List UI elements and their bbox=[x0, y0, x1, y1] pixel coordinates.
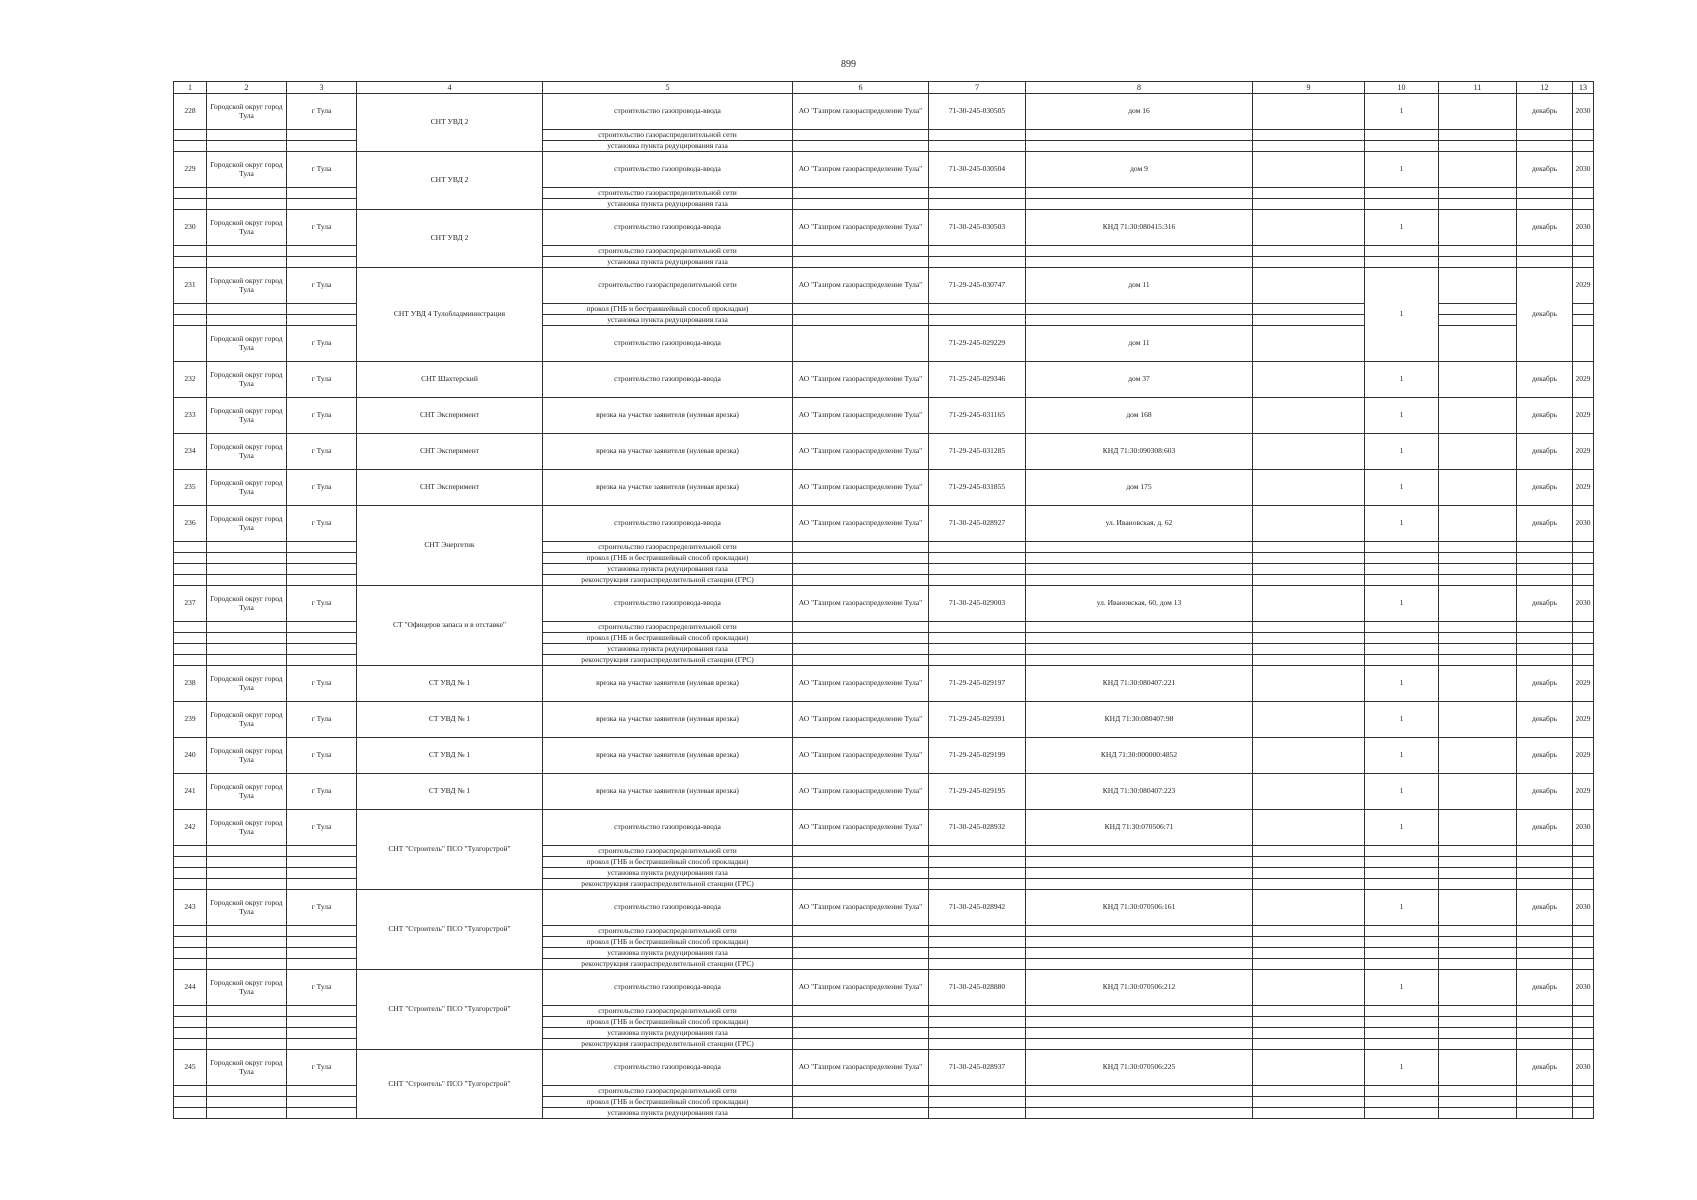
table-row bbox=[174, 152, 1594, 188]
work-cell: прокол (ГНБ и бестраншейный способ прокладки) bbox=[543, 937, 793, 948]
table-row bbox=[174, 210, 1594, 246]
district-cell: Городской округ город Тула bbox=[207, 326, 287, 362]
work-cell: строительство газопровода-ввода bbox=[543, 970, 793, 1006]
object-cell: СТ УВД № 1 bbox=[357, 702, 543, 738]
row-number: 232 bbox=[174, 362, 207, 398]
col-header: 13 bbox=[1573, 82, 1594, 94]
city-cell: г Тула bbox=[287, 774, 357, 810]
work-cell: строительство газораспределительной сети bbox=[543, 622, 793, 633]
code-cell: 71-29-245-030747 bbox=[929, 268, 1026, 304]
qty-cell: 1 bbox=[1365, 470, 1439, 506]
work-cell: строительство газораспределительной сети bbox=[543, 926, 793, 937]
page-number: 899 bbox=[841, 59, 856, 70]
row-number: 242 bbox=[174, 810, 207, 846]
object-cell: СТ "Офицеров запаса и в отставке" bbox=[357, 586, 543, 666]
year-cell: 2030 bbox=[1573, 970, 1594, 1006]
code-cell: 71-29-245-029195 bbox=[929, 774, 1026, 810]
city-cell: г Тула bbox=[287, 890, 357, 926]
code-cell: 71-30-245-030504 bbox=[929, 152, 1026, 188]
month-cell: декабрь bbox=[1517, 398, 1573, 434]
gasification-table bbox=[173, 81, 1594, 1119]
district-cell: Городской округ город Тула bbox=[207, 970, 287, 1006]
code-cell: 71-30-245-028880 bbox=[929, 970, 1026, 1006]
table-row bbox=[174, 362, 1594, 398]
qty-cell: 1 bbox=[1365, 94, 1439, 130]
table-row bbox=[174, 702, 1594, 738]
code-cell: 71-30-245-030505 bbox=[929, 94, 1026, 130]
operator-cell: АО "Газпром газораспределение Тула" bbox=[793, 362, 929, 398]
address-cell: КНД 71:30:000000:4852 bbox=[1026, 738, 1253, 774]
district-cell: Городской округ город Тула bbox=[207, 738, 287, 774]
object-cell: СНТ Шахтерский bbox=[357, 362, 543, 398]
work-cell: прокол (ГНБ и бестраншейный способ прокладки) bbox=[543, 857, 793, 868]
qty-cell: 1 bbox=[1365, 152, 1439, 188]
district-cell: Городской округ город Тула bbox=[207, 362, 287, 398]
object-cell: СНТ УВД 2 bbox=[357, 210, 543, 268]
operator-cell: АО "Газпром газораспределение Тула" bbox=[793, 738, 929, 774]
address-cell: дом 168 bbox=[1026, 398, 1253, 434]
work-cell: врезка на участке заявителя (нулевая врезка) bbox=[543, 702, 793, 738]
city-cell: г Тула bbox=[287, 810, 357, 846]
table-row bbox=[174, 666, 1594, 702]
work-cell: строительство газопровода-ввода bbox=[543, 152, 793, 188]
qty-cell: 1 bbox=[1365, 1050, 1439, 1086]
qty-cell: 1 bbox=[1365, 506, 1439, 542]
table-row bbox=[174, 506, 1594, 542]
object-cell: СТ УВД № 1 bbox=[357, 738, 543, 774]
month-cell: декабрь bbox=[1517, 210, 1573, 246]
object-cell: СНТ УВД 4 Тулобладминистрация bbox=[357, 268, 543, 362]
qty-cell: 1 bbox=[1365, 810, 1439, 846]
address-cell: дом 16 bbox=[1026, 94, 1253, 130]
district-cell: Городской округ город Тула bbox=[207, 210, 287, 246]
code-cell: 71-29-245-031165 bbox=[929, 398, 1026, 434]
work-cell: строительство газопровода-ввода bbox=[543, 890, 793, 926]
work-cell: установка пункта редуцирования газа bbox=[543, 257, 793, 268]
operator-cell: АО "Газпром газораспределение Тула" bbox=[793, 1050, 929, 1086]
year-cell: 2030 bbox=[1573, 152, 1594, 188]
work-cell: установка пункта редуцирования газа bbox=[543, 948, 793, 959]
row-number: 234 bbox=[174, 434, 207, 470]
year-cell: 2029 bbox=[1573, 470, 1594, 506]
work-cell: установка пункта редуцирования газа bbox=[543, 868, 793, 879]
city-cell: г Тула bbox=[287, 152, 357, 188]
work-cell: строительство газопровода-ввода bbox=[543, 362, 793, 398]
address-cell: ул. Ивановская, д. 62 bbox=[1026, 506, 1253, 542]
district-cell: Городской округ город Тула bbox=[207, 398, 287, 434]
operator-cell: АО "Газпром газораспределение Тула" bbox=[793, 890, 929, 926]
code-cell: 71-30-245-028937 bbox=[929, 1050, 1026, 1086]
col-header: 7 bbox=[929, 82, 1026, 94]
city-cell: г Тула bbox=[287, 210, 357, 246]
month-cell: декабрь bbox=[1517, 666, 1573, 702]
code-cell: 71-29-245-031855 bbox=[929, 470, 1026, 506]
month-cell: декабрь bbox=[1517, 152, 1573, 188]
col-header: 10 bbox=[1365, 82, 1439, 94]
col-header: 1 bbox=[174, 82, 207, 94]
qty-cell: 1 bbox=[1365, 398, 1439, 434]
address-cell: КНД 71:30:080407:221 bbox=[1026, 666, 1253, 702]
district-cell: Городской округ город Тула bbox=[207, 1050, 287, 1086]
year-cell: 2029 bbox=[1573, 362, 1594, 398]
year-cell: 2029 bbox=[1573, 666, 1594, 702]
qty-cell: 1 bbox=[1365, 970, 1439, 1006]
operator-cell: АО "Газпром газораспределение Тула" bbox=[793, 470, 929, 506]
work-cell: строительство газораспределительной сети bbox=[543, 1086, 793, 1097]
district-cell: Городской округ город Тула bbox=[207, 94, 287, 130]
district-cell: Городской округ город Тула bbox=[207, 890, 287, 926]
address-cell: дом 37 bbox=[1026, 362, 1253, 398]
object-cell: СТ УВД № 1 bbox=[357, 666, 543, 702]
operator-cell: АО "Газпром газораспределение Тула" bbox=[793, 586, 929, 622]
work-cell: установка пункта редуцирования газа bbox=[543, 315, 793, 326]
row-number: 241 bbox=[174, 774, 207, 810]
district-cell: Городской округ город Тула bbox=[207, 702, 287, 738]
work-cell: прокол (ГНБ и бестраншейный способ прокладки) bbox=[543, 553, 793, 564]
operator-cell: АО "Газпром газораспределение Тула" bbox=[793, 398, 929, 434]
col-header: 12 bbox=[1517, 82, 1573, 94]
code-cell: 71-29-245-029229 bbox=[929, 326, 1026, 362]
work-cell: установка пункта редуцирования газа bbox=[543, 1108, 793, 1119]
row-number: 231 bbox=[174, 268, 207, 304]
month-cell: декабрь bbox=[1517, 738, 1573, 774]
city-cell: г Тула bbox=[287, 506, 357, 542]
work-cell: установка пункта редуцирования газа bbox=[543, 644, 793, 655]
address-cell: ул. Ивановская, 60, дом 13 bbox=[1026, 586, 1253, 622]
month-cell: декабрь bbox=[1517, 362, 1573, 398]
col-header: 6 bbox=[793, 82, 929, 94]
code-cell: 71-30-245-029003 bbox=[929, 586, 1026, 622]
year-cell: 2030 bbox=[1573, 210, 1594, 246]
district-cell: Городской округ город Тула bbox=[207, 810, 287, 846]
work-cell: реконструкция газораспределительной станции (ГРС) bbox=[543, 959, 793, 970]
table-row bbox=[174, 398, 1594, 434]
year-cell: 2029 bbox=[1573, 398, 1594, 434]
month-cell: декабрь bbox=[1517, 586, 1573, 622]
row-number: 229 bbox=[174, 152, 207, 188]
col-header: 11 bbox=[1439, 82, 1517, 94]
code-cell: 71-30-245-030503 bbox=[929, 210, 1026, 246]
year-cell: 2030 bbox=[1573, 810, 1594, 846]
row-number: 233 bbox=[174, 398, 207, 434]
work-cell: реконструкция газораспределительной станции (ГРС) bbox=[543, 1039, 793, 1050]
object-cell: СНТ "Строитель" ПСО "Тулгорстрой" bbox=[357, 890, 543, 970]
address-cell: КНД 71:30:070506:161 bbox=[1026, 890, 1253, 926]
work-cell: прокол (ГНБ и бестраншейный способ прокладки) bbox=[543, 1097, 793, 1108]
object-cell: СНТ Энергетик bbox=[357, 506, 543, 586]
table-row bbox=[174, 1050, 1594, 1086]
work-cell: строительство газораспределительной сети bbox=[543, 188, 793, 199]
operator-cell: АО "Газпром газораспределение Тула" bbox=[793, 702, 929, 738]
qty-cell: 1 bbox=[1365, 890, 1439, 926]
address-cell: дом 11 bbox=[1026, 268, 1253, 304]
month-cell: декабрь bbox=[1517, 434, 1573, 470]
table-row bbox=[174, 810, 1594, 846]
operator-cell: АО "Газпром газораспределение Тула" bbox=[793, 774, 929, 810]
work-cell: строительство газораспределительной сети bbox=[543, 1006, 793, 1017]
code-cell: 71-29-245-031285 bbox=[929, 434, 1026, 470]
row-number: 238 bbox=[174, 666, 207, 702]
month-cell: декабрь bbox=[1517, 1050, 1573, 1086]
table-row bbox=[174, 434, 1594, 470]
object-cell: СНТ "Строитель" ПСО "Тулгорстрой" bbox=[357, 1050, 543, 1119]
qty-cell: 1 bbox=[1365, 702, 1439, 738]
address-cell: дом 11 bbox=[1026, 326, 1253, 362]
year-cell: 2030 bbox=[1573, 94, 1594, 130]
district-cell: Городской округ город Тула bbox=[207, 774, 287, 810]
work-cell: строительство газопровода-ввода bbox=[543, 210, 793, 246]
work-cell: строительство газопровода-ввода bbox=[543, 94, 793, 130]
operator-cell: АО "Газпром газораспределение Тула" bbox=[793, 506, 929, 542]
work-cell: строительство газораспределительной сети bbox=[543, 542, 793, 553]
code-cell: 71-30-245-028942 bbox=[929, 890, 1026, 926]
work-cell: строительство газораспределительной сети bbox=[543, 130, 793, 141]
month-cell: декабрь bbox=[1517, 810, 1573, 846]
month-cell: декабрь bbox=[1517, 94, 1573, 130]
row-number: 237 bbox=[174, 586, 207, 622]
city-cell: г Тула bbox=[287, 666, 357, 702]
year-cell: 2030 bbox=[1573, 890, 1594, 926]
table-row bbox=[174, 470, 1594, 506]
object-cell: СТ УВД № 1 bbox=[357, 774, 543, 810]
row-number: 239 bbox=[174, 702, 207, 738]
city-cell: г Тула bbox=[287, 434, 357, 470]
object-cell: СНТ "Строитель" ПСО "Тулгорстрой" bbox=[357, 810, 543, 890]
city-cell: г Тула bbox=[287, 1050, 357, 1086]
col-header: 4 bbox=[357, 82, 543, 94]
col-header: 9 bbox=[1253, 82, 1365, 94]
code-cell: 71-25-245-029346 bbox=[929, 362, 1026, 398]
address-cell: дом 9 bbox=[1026, 152, 1253, 188]
operator-cell: АО "Газпром газораспределение Тула" bbox=[793, 810, 929, 846]
row-number: 236 bbox=[174, 506, 207, 542]
qty-cell: 1 bbox=[1365, 774, 1439, 810]
object-cell: СНТ УВД 2 bbox=[357, 94, 543, 152]
code-cell: 71-29-245-029391 bbox=[929, 702, 1026, 738]
work-cell: врезка на участке заявителя (нулевая врезка) bbox=[543, 434, 793, 470]
table-row bbox=[174, 970, 1594, 1006]
work-cell: установка пункта редуцирования газа bbox=[543, 199, 793, 210]
work-cell: прокол (ГНБ и бестраншейный способ прокладки) bbox=[543, 633, 793, 644]
month-cell: декабрь bbox=[1517, 470, 1573, 506]
code-cell: 71-29-245-029197 bbox=[929, 666, 1026, 702]
object-cell: СНТ Эксперимент bbox=[357, 398, 543, 434]
row-number: 235 bbox=[174, 470, 207, 506]
col-header: 8 bbox=[1026, 82, 1253, 94]
district-cell: Городской округ город Тула bbox=[207, 506, 287, 542]
work-cell: установка пункта редуцирования газа bbox=[543, 564, 793, 575]
table-row bbox=[174, 586, 1594, 622]
work-cell: строительство газопровода-ввода bbox=[543, 586, 793, 622]
work-cell: строительство газораспределительной сети bbox=[543, 268, 793, 304]
qty-cell: 1 bbox=[1365, 434, 1439, 470]
code-cell: 71-29-245-029199 bbox=[929, 738, 1026, 774]
district-cell: Городской округ город Тула bbox=[207, 268, 287, 304]
address-cell: дом 175 bbox=[1026, 470, 1253, 506]
row-number: 230 bbox=[174, 210, 207, 246]
qty-cell: 1 bbox=[1365, 586, 1439, 622]
work-cell: прокол (ГНБ и бестраншейный способ прокладки) bbox=[543, 1017, 793, 1028]
work-cell: строительство газораспределительной сети bbox=[543, 246, 793, 257]
district-cell: Городской округ город Тула bbox=[207, 152, 287, 188]
city-cell: г Тула bbox=[287, 326, 357, 362]
work-cell: строительство газораспределительной сети bbox=[543, 846, 793, 857]
qty-cell: 1 bbox=[1365, 268, 1439, 362]
city-cell: г Тула bbox=[287, 398, 357, 434]
work-cell: реконструкция газораспределительной станции (ГРС) bbox=[543, 575, 793, 586]
address-cell: КНД 71:30:080407:98 bbox=[1026, 702, 1253, 738]
work-cell: врезка на участке заявителя (нулевая врезка) bbox=[543, 398, 793, 434]
operator-cell: АО "Газпром газораспределение Тула" bbox=[793, 666, 929, 702]
city-cell: г Тула bbox=[287, 470, 357, 506]
address-cell: КНД 71:30:070506:225 bbox=[1026, 1050, 1253, 1086]
work-cell: установка пункта редуцирования газа bbox=[543, 1028, 793, 1039]
operator-cell: АО "Газпром газораспределение Тула" bbox=[793, 152, 929, 188]
year-cell: 2029 bbox=[1573, 774, 1594, 810]
code-cell: 71-30-245-028932 bbox=[929, 810, 1026, 846]
city-cell: г Тула bbox=[287, 268, 357, 304]
operator-cell: АО "Газпром газораспределение Тула" bbox=[793, 434, 929, 470]
work-cell: врезка на участке заявителя (нулевая врезка) bbox=[543, 470, 793, 506]
year-cell: 2029 bbox=[1573, 434, 1594, 470]
district-cell: Городской округ город Тула bbox=[207, 470, 287, 506]
row-number: 228 bbox=[174, 94, 207, 130]
city-cell: г Тула bbox=[287, 702, 357, 738]
col-header: 3 bbox=[287, 82, 357, 94]
month-cell: декабрь bbox=[1517, 268, 1573, 362]
district-cell: Городской округ город Тула bbox=[207, 434, 287, 470]
code-cell: 71-30-245-028927 bbox=[929, 506, 1026, 542]
address-cell: КНД 71:30:080415:316 bbox=[1026, 210, 1253, 246]
table-row bbox=[174, 94, 1594, 130]
year-cell: 2030 bbox=[1573, 586, 1594, 622]
work-cell: установка пункта редуцирования газа bbox=[543, 141, 793, 152]
table-row bbox=[174, 738, 1594, 774]
qty-cell: 1 bbox=[1365, 666, 1439, 702]
address-cell: КНД 71:30:070506:212 bbox=[1026, 970, 1253, 1006]
city-cell: г Тула bbox=[287, 586, 357, 622]
work-cell: строительство газопровода-ввода bbox=[543, 326, 793, 362]
district-cell: Городской округ город Тула bbox=[207, 586, 287, 622]
row-number: 243 bbox=[174, 890, 207, 926]
work-cell: строительство газопровода-ввода bbox=[543, 810, 793, 846]
table-row bbox=[174, 890, 1594, 926]
work-cell: реконструкция газораспределительной станции (ГРС) bbox=[543, 655, 793, 666]
qty-cell: 1 bbox=[1365, 362, 1439, 398]
operator-cell: АО "Газпром газораспределение Тула" bbox=[793, 970, 929, 1006]
work-cell: врезка на участке заявителя (нулевая врезка) bbox=[543, 738, 793, 774]
table-row bbox=[174, 774, 1594, 810]
operator-cell: АО "Газпром газораспределение Тула" bbox=[793, 268, 929, 304]
operator-cell: АО "Газпром газораспределение Тула" bbox=[793, 210, 929, 246]
work-cell: строительство газопровода-ввода bbox=[543, 1050, 793, 1086]
object-cell: СНТ УВД 2 bbox=[357, 152, 543, 210]
month-cell: декабрь bbox=[1517, 970, 1573, 1006]
header-row bbox=[174, 82, 1594, 94]
city-cell: г Тула bbox=[287, 970, 357, 1006]
table-row bbox=[174, 268, 1594, 304]
city-cell: г Тула bbox=[287, 94, 357, 130]
city-cell: г Тула bbox=[287, 738, 357, 774]
col-header: 2 bbox=[207, 82, 287, 94]
month-cell: декабрь bbox=[1517, 774, 1573, 810]
district-cell: Городской округ город Тула bbox=[207, 666, 287, 702]
row-number: 240 bbox=[174, 738, 207, 774]
year-cell: 2029 bbox=[1573, 702, 1594, 738]
month-cell: декабрь bbox=[1517, 506, 1573, 542]
work-cell: строительство газопровода-ввода bbox=[543, 506, 793, 542]
col-header: 5 bbox=[543, 82, 793, 94]
work-cell: врезка на участке заявителя (нулевая врезка) bbox=[543, 774, 793, 810]
year-cell: 2029 bbox=[1573, 738, 1594, 774]
qty-cell: 1 bbox=[1365, 738, 1439, 774]
work-cell: реконструкция газораспределительной станции (ГРС) bbox=[543, 879, 793, 890]
object-cell: СНТ Эксперимент bbox=[357, 470, 543, 506]
address-cell: КНД 71:30:090308:603 bbox=[1026, 434, 1253, 470]
operator-cell: АО "Газпром газораспределение Тула" bbox=[793, 94, 929, 130]
object-cell: СНТ Эксперимент bbox=[357, 434, 543, 470]
year-cell: 2030 bbox=[1573, 506, 1594, 542]
work-cell: прокол (ГНБ и бестраншейный способ прокладки) bbox=[543, 304, 793, 315]
work-cell: врезка на участке заявителя (нулевая врезка) bbox=[543, 666, 793, 702]
month-cell: декабрь bbox=[1517, 890, 1573, 926]
row-number: 244 bbox=[174, 970, 207, 1006]
address-cell: КНД 71:30:070506:71 bbox=[1026, 810, 1253, 846]
address-cell: КНД 71:30:080407:223 bbox=[1026, 774, 1253, 810]
city-cell: г Тула bbox=[287, 362, 357, 398]
year-cell: 2029 bbox=[1573, 268, 1594, 304]
year-cell: 2030 bbox=[1573, 1050, 1594, 1086]
object-cell: СНТ "Строитель" ПСО "Тулгорстрой" bbox=[357, 970, 543, 1050]
qty-cell: 1 bbox=[1365, 210, 1439, 246]
row-number: 245 bbox=[174, 1050, 207, 1086]
month-cell: декабрь bbox=[1517, 702, 1573, 738]
